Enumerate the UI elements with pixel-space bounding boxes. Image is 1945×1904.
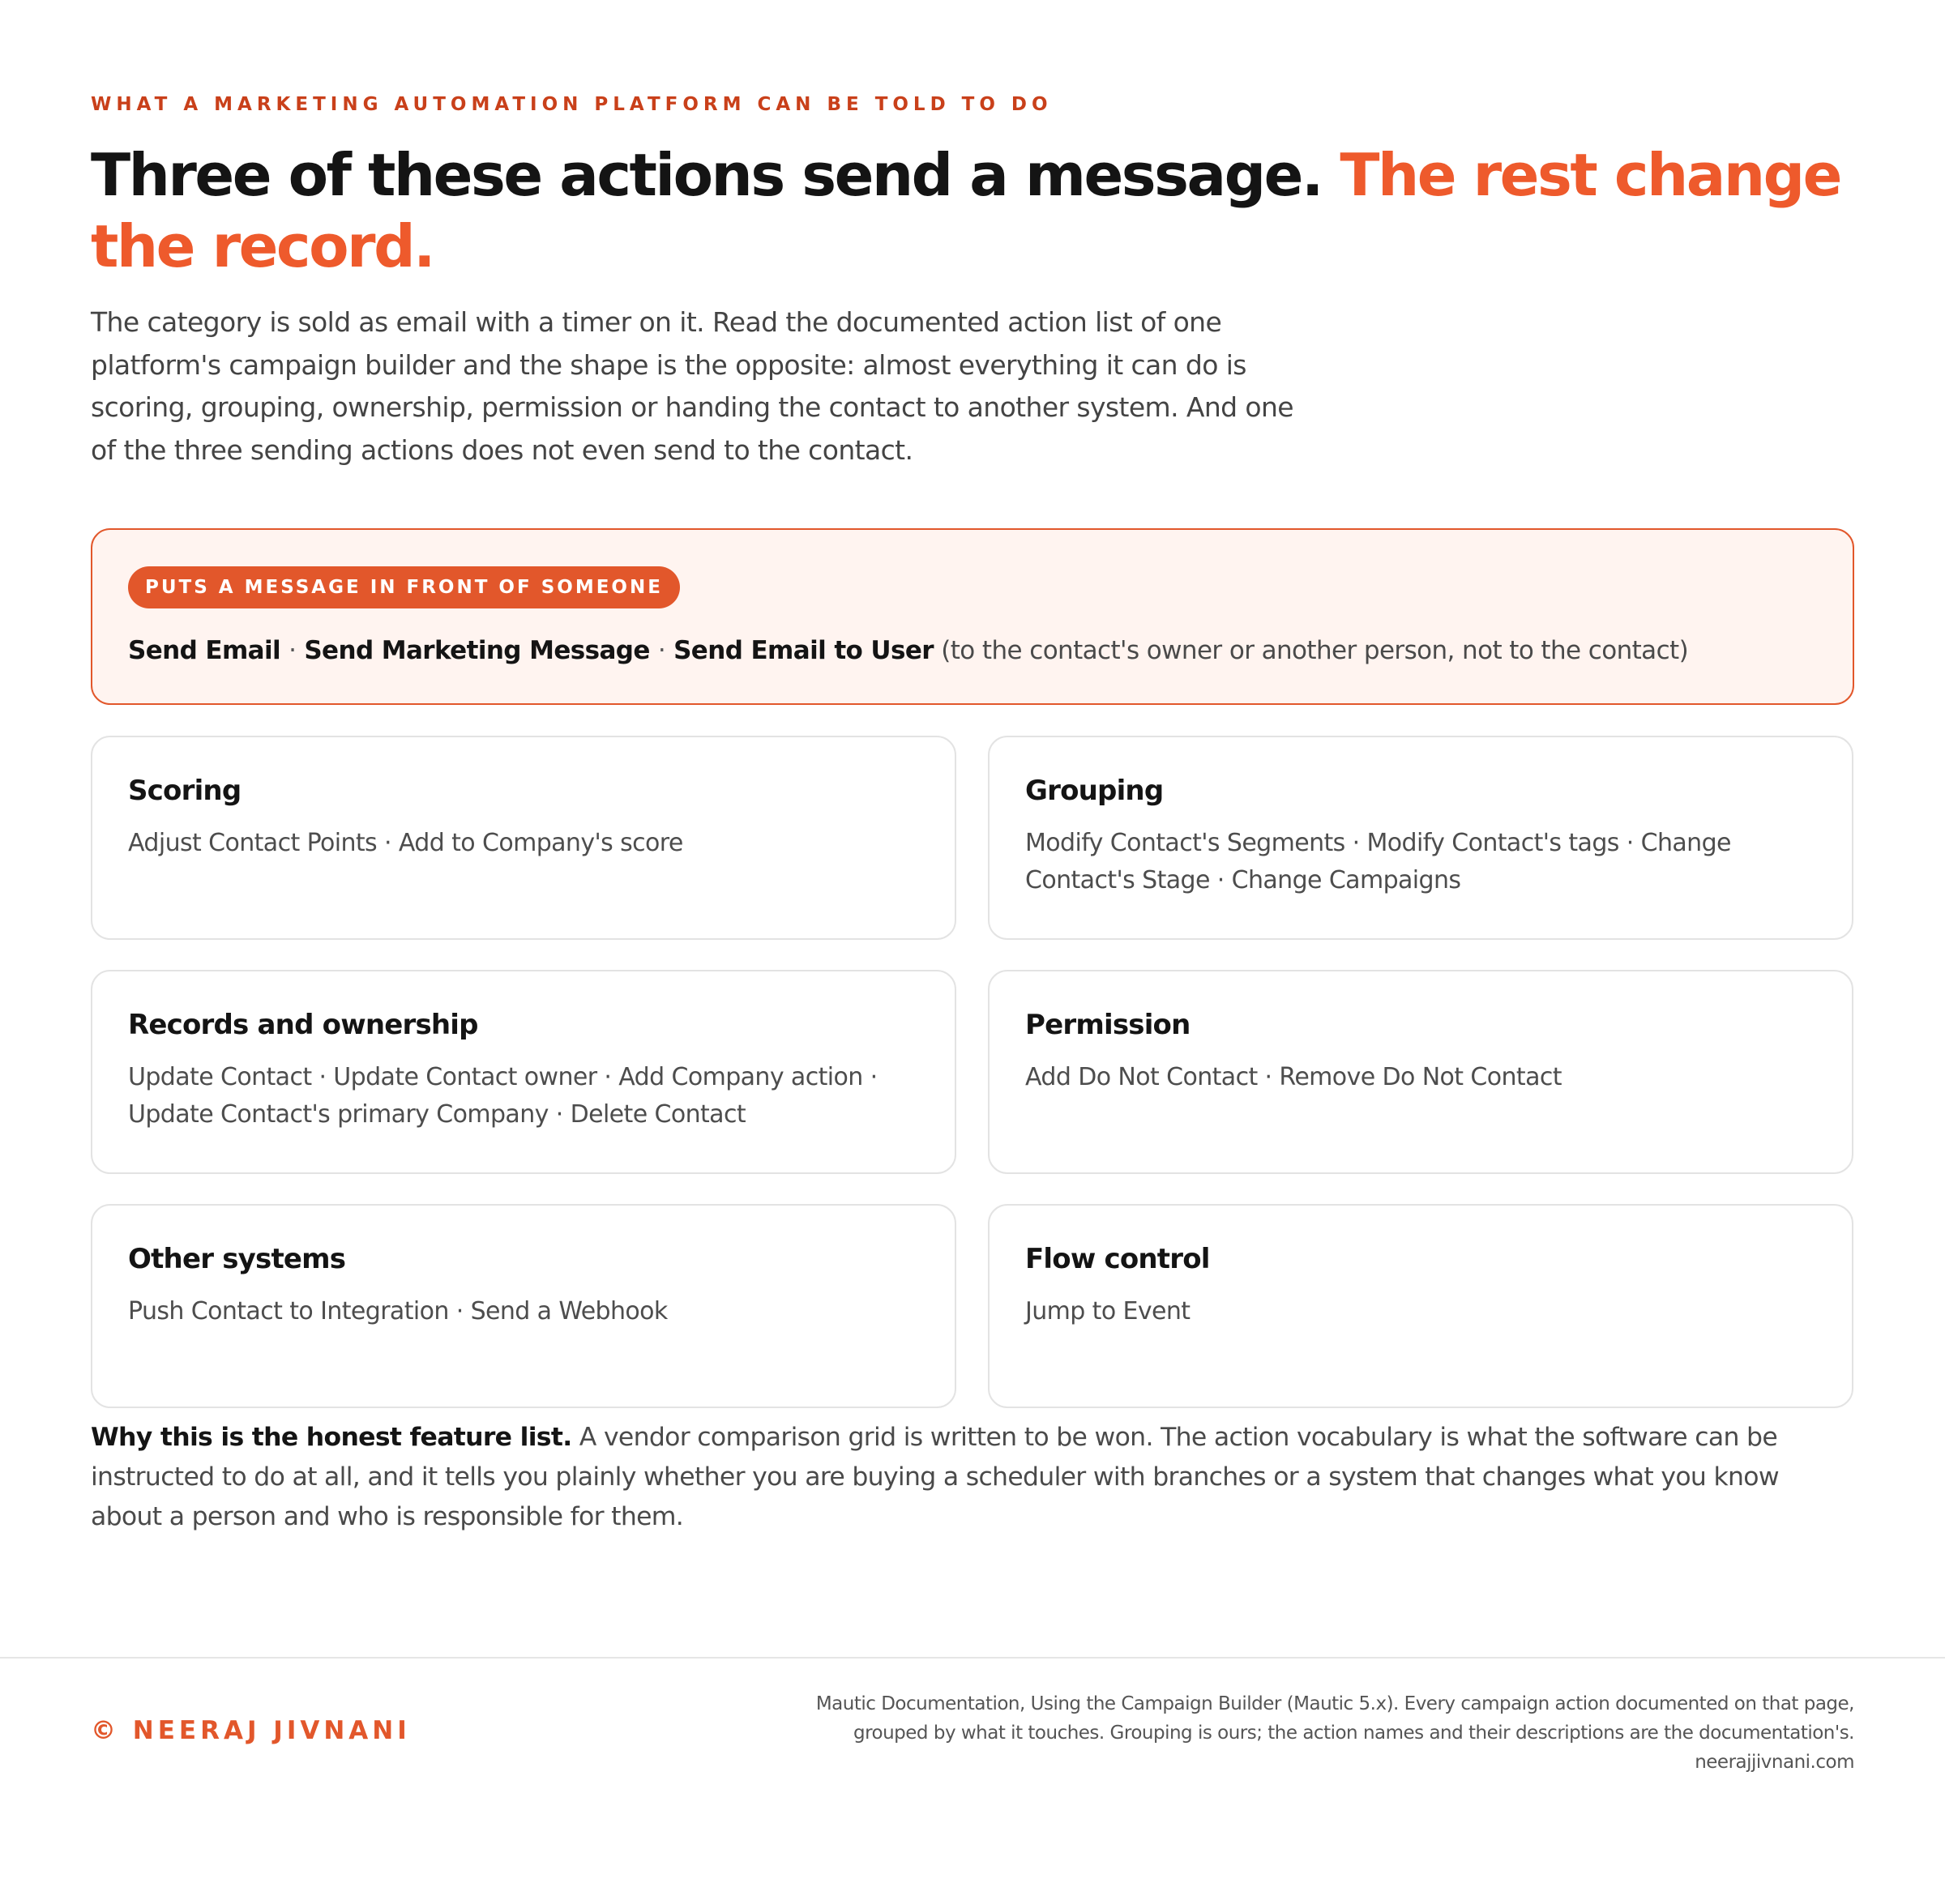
- card-title: Grouping: [1025, 775, 1164, 807]
- headline-main: Three of these actions send a message.: [91, 141, 1322, 209]
- intro-paragraph: The category is sold as email with a timer on it. Read the documented action list of one platform's campaign builder and the shape is the opposite: almost everything it can do is scoring, grouping, ownership, permission or handing the contact to another system. And one of the three sending actions does not even send to the contact.: [91, 306, 1293, 466]
- card-other-systems: [91, 1204, 956, 1408]
- card-actions: Update Contact · Update Contact owner · Add Company action · Update Contact's primary Company · Delete Contact: [128, 1063, 878, 1129]
- eyebrow: WHAT A MARKETING AUTOMATION PLATFORM CAN BE TOLD TO DO: [91, 94, 1053, 115]
- why-lead: Why this is the honest feature list.: [91, 1423, 572, 1452]
- card-grouping: [988, 736, 1853, 940]
- headline-accent: The rest change the record.: [91, 141, 1840, 280]
- send-category-pill: PUTS A MESSAGE IN FRONT OF SOMEONE: [128, 566, 680, 608]
- card-title: Scoring: [128, 775, 242, 807]
- card-title: Permission: [1025, 1009, 1191, 1041]
- card-scoring: [91, 736, 956, 940]
- footer-divider: [0, 1657, 1945, 1659]
- card-title: Records and ownership: [128, 1009, 478, 1041]
- card-flow-control: [988, 1204, 1853, 1408]
- send-note: (to the contact's owner or another person, not to the contact): [941, 636, 1689, 665]
- card-actions: Push Contact to Integration · Send a Webhook: [128, 1297, 668, 1326]
- why-body: A vendor comparison grid is written to be won. The action vocabulary is what the software can be instructed to do at all, and it tells you plainly whether you are buying a scheduler with branches or a system that changes what you know about a person and who is responsible for them.: [91, 1423, 1779, 1531]
- card-actions: Jump to Event: [1025, 1297, 1191, 1326]
- send-action-send-marketing-message: Send Marketing Message: [304, 636, 650, 665]
- footer-url[interactable]: neerajjivnani.com: [1695, 1752, 1854, 1773]
- headline: [91, 139, 1854, 282]
- why-paragraph: [91, 1418, 1854, 1537]
- send-action-send-email: Send Email: [128, 636, 281, 665]
- separator: ·: [289, 636, 297, 665]
- separator: ·: [657, 636, 666, 665]
- card-title: Other systems: [128, 1243, 346, 1275]
- card-actions: Add Do Not Contact · Remove Do Not Contact: [1025, 1063, 1562, 1091]
- send-action-send-email-to-user: Send Email to User: [673, 636, 934, 665]
- source-line-1: Mautic Documentation, Using the Campaign Builder (Mautic 5.x). Every campaign action documented on that page,: [815, 1693, 1854, 1714]
- card-actions: Adjust Contact Points · Add to Company's score: [128, 829, 683, 857]
- send-actions-box: [91, 528, 1854, 705]
- card-records-and-ownership: [91, 970, 956, 1174]
- source-line-2: grouped by what it touches. Grouping is ours; the action names and their descriptions are the documentation's.: [853, 1723, 1854, 1744]
- footer-source: [801, 1689, 1854, 1777]
- card-permission: [988, 970, 1853, 1174]
- card-title: Flow control: [1025, 1243, 1210, 1275]
- card-actions: Modify Contact's Segments · Modify Contact's tags · Change Contact's Stage · Change Campaigns: [1025, 829, 1731, 894]
- send-actions-line: [128, 632, 1688, 669]
- footer-brand: © NEERAJ JIVNANI: [91, 1716, 411, 1745]
